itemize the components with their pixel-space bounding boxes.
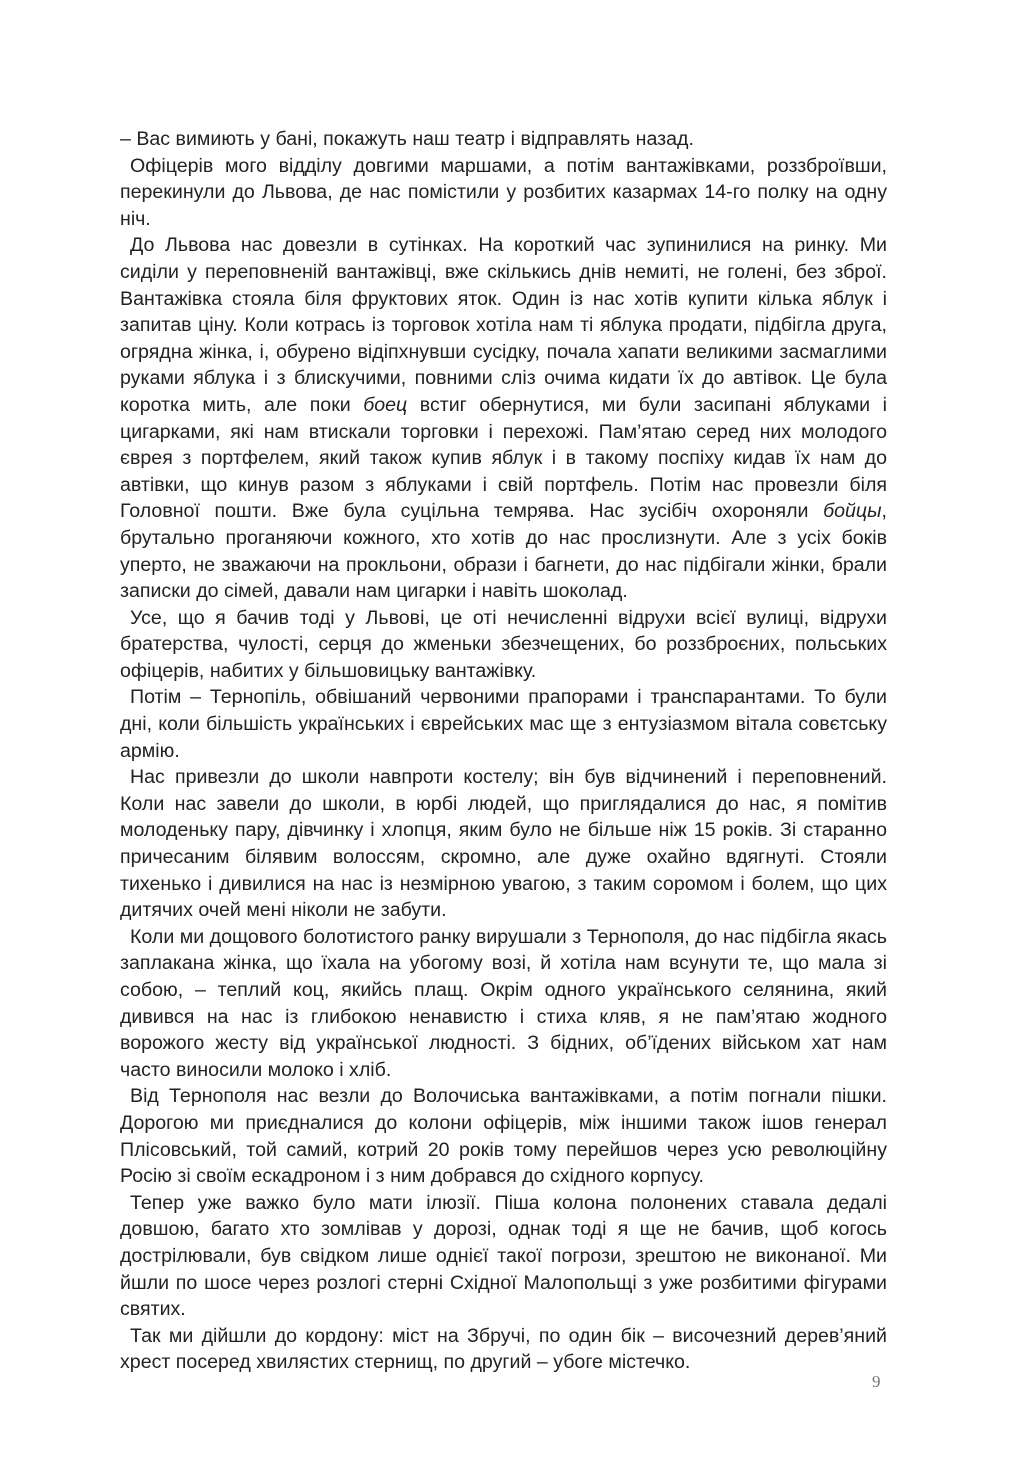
text-segment: Усе, що я бачив тоді у Львові, це оті нечисленні відрухи всієї вулиці, відрухи братерства, чулості, серця до жменьки збезчещених, бо роззброєних, польських офіцерів, набитих у більшовицьку вантажівку. xyxy=(120,606,887,682)
italic-word: боец xyxy=(363,393,408,416)
text-segment: Від Тернополя нас везли до Волочиська вантажівками, а потім погнали пішки. Дорогою ми приєдналися до колони офіцерів, між іншими також ішов генерал Плісовський, той самий, котрий 20 років тому перейшов через усю революційну Росію зі своїм ескадроном і з ним добрався до східного корпусу. xyxy=(120,1085,887,1188)
italic-word: бойцы xyxy=(823,500,882,523)
text-segment: Офіцерів мого відділу довгими маршами, а потім вантажівками, роззброївши, перекинули до Львова, де нас помістили у розбитих казармах 14-го полку на одну ніч. xyxy=(120,154,887,230)
body-text xyxy=(120,126,887,1376)
paragraph xyxy=(120,232,887,604)
text-segment: – Вас вимиють у бані, покажуть наш театр і відправлять назад. xyxy=(120,128,694,150)
paragraph xyxy=(120,153,887,233)
paragraph xyxy=(120,605,887,685)
text-segment: , брутально проганяючи кожного, хто хотів до нас прослизнути. Але з усіх боків уперто, не зважаючи на прокльони, образи і багнети, до нас підбігали жінки, брали записки до сімей, давали нам цигарки і навіть шоколад. xyxy=(120,500,887,603)
text-segment: Нас привезли до школи навпроти костелу; він був відчинений і переповнений. Коли нас завели до школи, в юрбі людей, що приглядалися до нас, я помітив молоденьку пару, дівчинку і хлопця, яким було не більше ніж 15 років. Зі старанно причесаним білявим волоссям, скромно, але дуже охайно вдягнуті. Стояли тихенько і дивилися на нас із незмірною увагою, з таким соромом і болем, що цих дитячих очей мені ніколи не забути. xyxy=(120,766,887,922)
text-segment: Потім – Тернопіль, обвішаний червоними прапорами і транспарантами. То були дні, коли більшість українських і єврейських мас ще з ентузіазмом вітала совєтську армію. xyxy=(120,686,887,762)
paragraph xyxy=(120,1190,887,1323)
text-segment: Тепер уже важко було мати ілюзії. Піша колона полонених ставала дедалі довшою, багато хто зомлівав у дорозі, однак тоді я ще не бачив, щоб когось дострілювали, був свідком лише однієї такої погрози, зрештою не виконаної. Ми йшли по шосе через розлогі стерні Східної Малопольщі з уже розбитими фігурами святих. xyxy=(120,1191,887,1321)
paragraph xyxy=(120,1323,887,1376)
paragraph xyxy=(120,764,887,924)
text-segment: Коли ми дощового болотистого ранку вирушали з Тернополя, до нас підбігла якась заплакана жінка, що їхала на убогому возі, й хотіла нам всунути те, що мала зі собою, – теплий коц, якийсь плащ. Окрім одного українського селянина, який дивився на нас із глибокою ненавистю і стиха кляв, я не пам’ятаю жодного ворожого жесту від української людності. З бідних, об’їдених військом хат нам часто виносили молоко і хліб. xyxy=(120,925,887,1081)
text-segment: До Львова нас довезли в сутінках. На короткий час зупинилися на ринку. Ми сиділи у переповненій вантажівці, вже скількись днів немиті, не голені, без зброї. Вантажівка стояла біля фруктових яток. Один із нас хотів купити кілька яблук і запитав ціну. Коли котрась із торговок хотіла нам ті яблука продати, підбігла друга, огрядна жінка, і, обурено відіпхнувши сусідку, почала хапати великими засмаглими руками яблука і з блискучими, повними сліз очима кидати їх до автівок. Це була коротка мить, але поки xyxy=(120,234,887,416)
paragraph xyxy=(120,1083,887,1189)
paragraph xyxy=(120,126,887,153)
text-segment: встиг обернутися, ми були засипані яблуками і цигарками, які нам втискали торговки і перехожі. Пам’ятаю серед них молодого єврея з портфелем, який також купив яблук і в такому поспіху кидав їх нам до автівки, що кинув разом з яблуками і свій портфель. Потім нас провезли біля Головної пошти. Вже була суцільна темрява. Нас зусібіч охороняли xyxy=(120,393,887,523)
text-segment: Так ми дійшли до кордону: міст на Збручі, по один бік – височезний дерев’яний хрест посеред хвилястих стернищ, по другий – убоге містечко. xyxy=(120,1324,887,1374)
page-number: 9 xyxy=(872,1372,881,1391)
paragraph xyxy=(120,924,887,1084)
paragraph xyxy=(120,684,887,764)
